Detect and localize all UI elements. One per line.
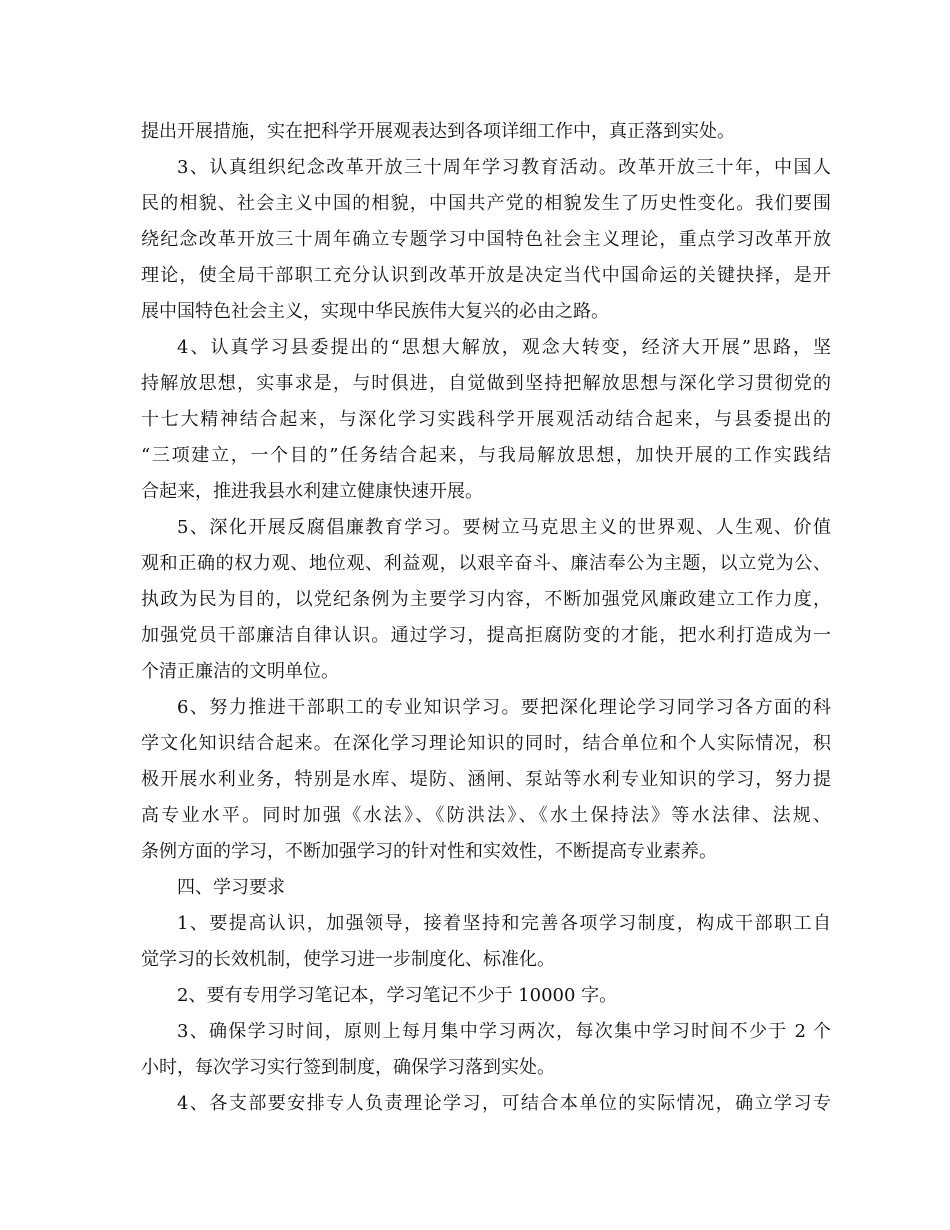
text-line: 小时，每次学习实行签到制度，确保学习落到实处。: [141, 1057, 555, 1078]
document-body: [141, 114, 831, 1122]
text-line: 提出开展措施，实在把科学开展观表达到各项详细工作中，真正落到实处。: [141, 121, 735, 142]
text-line: 高专业水平。同时加强《水法》、《防洪法》、《水土保持法》等水法律、法规、: [141, 805, 831, 826]
text-line: 极开展水利业务，特别是水库、堤防、涵闸、泵站等水利专业知识的学习，努力提: [141, 769, 831, 790]
text-line: 绕纪念改革开放三十周年确立专题学习中国特色社会主义理论，重点学习改革开放: [141, 229, 831, 250]
text-line: 持解放思想，实事求是，与时俱进，自觉做到坚持把解放思想与深化学习贯彻党的: [141, 373, 831, 394]
text-line: 执政为民为目的，以党纪条例为主要学习内容，不断加强党风廉政建立工作力度，: [141, 589, 831, 610]
text-line: 5、深化开展反腐倡廉教育学习。要树立马克思主义的世界观、人生观、价值: [177, 517, 831, 538]
text-line: 4、各支部要安排专人负责理论学习，可结合本单位的实际情况，确立学习专: [177, 1093, 831, 1114]
text-line: 个清正廉洁的文明单位。: [141, 661, 339, 682]
text-line: 理论，使全局干部职工充分认识到改革开放是决定当代中国命运的关键抉择，是开: [141, 265, 831, 286]
text-line: 展中国特色社会主义，实现中华民族伟大复兴的必由之路。: [141, 301, 609, 322]
text-line: 4、认真学习县委提出的“思想大解放，观念大转变，经济大开展”思路，坚: [177, 337, 831, 358]
text-line: 十七大精神结合起来，与深化学习实践科学开展观活动结合起来，与县委提出的: [141, 409, 831, 430]
text-line: 觉学习的长效机制，使学习进一步制度化、标准化。: [141, 949, 555, 970]
text-line: 民的相貌、社会主义中国的相貌，中国共产党的相貌发生了历史性变化。我们要围: [141, 193, 831, 214]
text-line: 条例方面的学习，不断加强学习的针对性和实效性，不断提高专业素养。: [141, 841, 717, 862]
text-line: “三项建立，一个目的”任务结合起来，与我局解放思想，加快开展的工作实践结: [141, 445, 831, 466]
text-line: 3、确保学习时间，原则上每月集中学习两次，每次集中学习时间不少于 2 个: [177, 1021, 831, 1042]
text-line: 观和正确的权力观、地位观、利益观，以艰辛奋斗、廉洁奉公为主题，以立党为公、: [141, 553, 831, 574]
text-line: 合起来，推进我县水利建立健康快速开展。: [141, 481, 483, 502]
text-line: 四、学习要求: [177, 877, 285, 898]
text-line: 加强党员干部廉洁自律认识。通过学习，提高拒腐防变的才能，把水利打造成为一: [141, 625, 831, 646]
text-line: 1、要提高认识，加强领导，接着坚持和完善各项学习制度，构成干部职工自: [177, 913, 831, 934]
text-line: 学文化知识结合起来。在深化学习理论知识的同时，结合单位和个人实际情况，积: [141, 733, 831, 754]
text-line: 3、认真组织纪念改革开放三十周年学习教育活动。改革开放三十年，中国人: [177, 157, 831, 178]
text-line: 6、努力推进干部职工的专业知识学习。要把深化理论学习同学习各方面的科: [177, 697, 831, 718]
text-line: 2、要有专用学习笔记本，学习笔记不少于 10000 字。: [177, 985, 618, 1006]
